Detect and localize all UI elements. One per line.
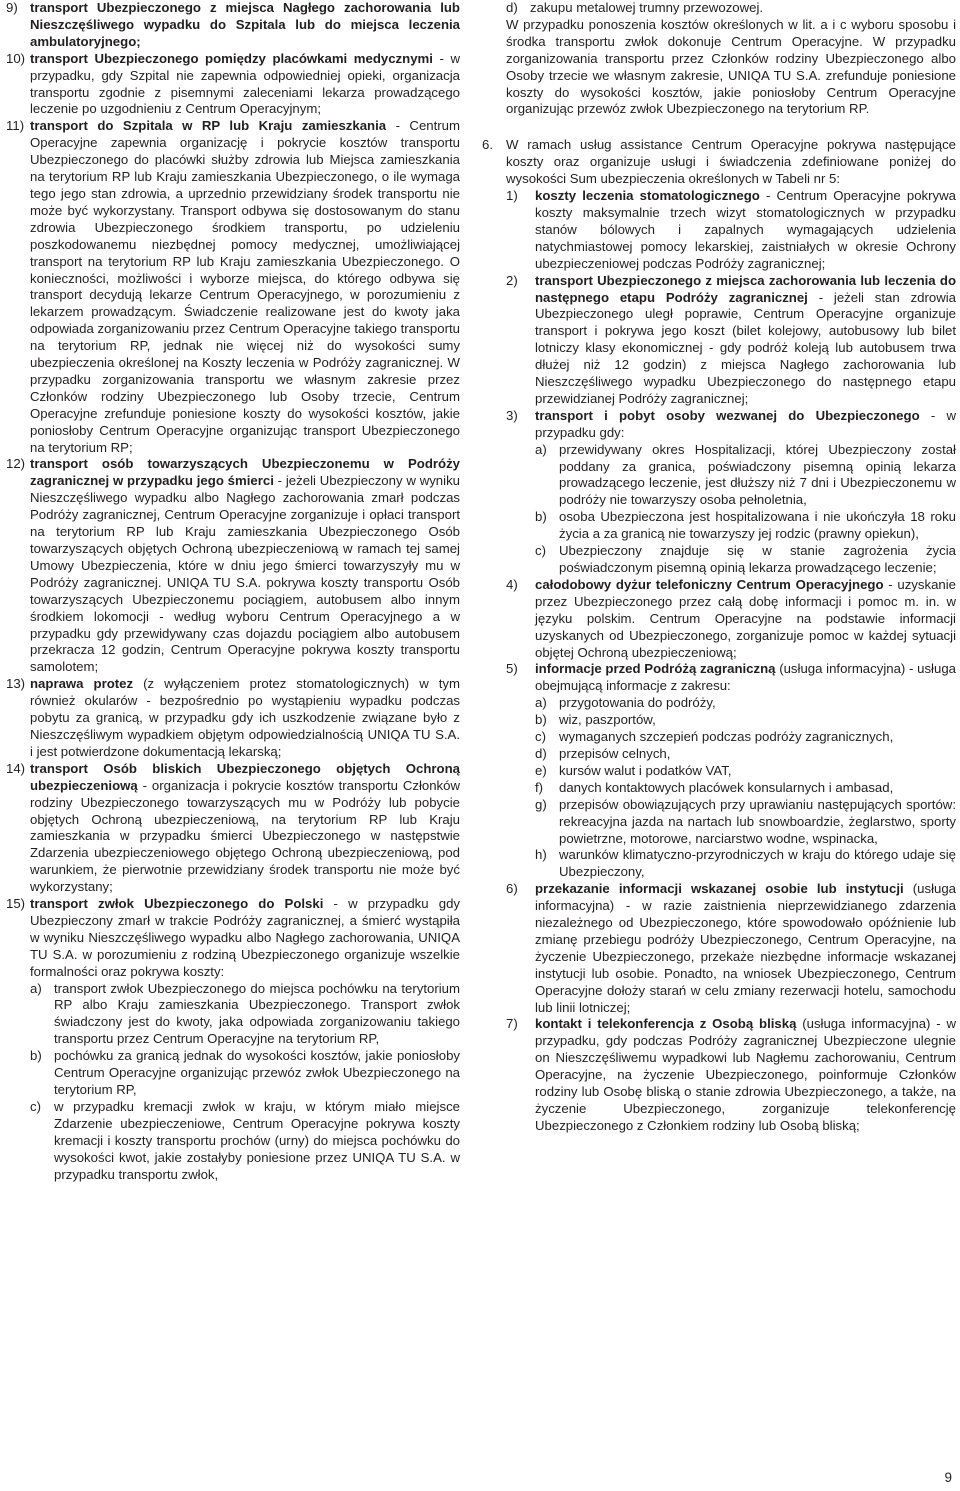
service-item-2 [506,273,956,408]
sub-item-a [535,442,956,510]
sub-item-d [535,746,956,763]
service-item-3 [506,408,956,577]
item-text: - jeżeli Ubezpieczony w wyniku Nieszczęśliwego wypadku albo Nagłego zachorowania zmarł podczas Podróży zagranicznej, Centrum Operacyjne zorganizuje i opłaci transport na terytorium RP lub Kraju zamieszkania Ubezpieczonego Osób towarzyszących objętych Ochroną ubezpieczeniową w ramach tej samej Umowy Ubezpieczenia, które w dniu jego śmierci towarzyszyły mu w Podróży zagranicznej. UNIQA TU S.A. pokrywa koszty transportu Osób towarzyszących Ubezpieczonemu pociągiem, autobusem albo innym środkiem lokomocji - według wyboru Centrum Operacyjnego a w przypadku gdy przewidywany czas dojazdu pociągiem albo autobusem przekracza 12 godzin, Centrum Operacyjne pokrywa koszty transportu samolotem; [30,473,460,675]
sub-item-letter: c) [535,729,546,745]
item-heading: naprawa protez [30,676,134,692]
sub-item-text: w przypadku kremacji zwłok w kraju, w którym miało miejsce Zdarzenie ubezpieczeniowe, Centrum Operacyjne pokrywa koszty kremacji i koszty transportu prochów (urny) do miejsca pochówku do wysokości kwot, jakie zostałyby poniesione przez UNIQA TU S.A. w przypadku transportu zwłok, [54,1098,460,1182]
item-heading: transport do Szpitala w RP lub Kraju zamieszkania [30,118,387,134]
item-heading: całodobowy dyżur telefoniczny Centrum Operacyjnego [535,576,884,592]
item-text: - jeżeli stan zdrowia Ubezpieczonego uległ poprawie, Centrum Operacyjne organizuje transport i pokrywa jego koszt (bilet kolejowy, autobusowy lub bilet lotniczy klasy ekonomicznej - gdy podróż koleją lub autobusem trwa dłużej niż 12 godzin) z miejsca Nagłego zachorowania lub Nieszczęśliwego wypadku Ubezpieczonego do następnego etapu przewidzianej Podróży zagranicznej; [535,289,957,406]
sub-item-letter: a) [535,695,547,711]
list-item-9 [6,0,460,51]
sub-item-text: transport zwłok Ubezpieczonego do miejsca pochówku na terytorium RP albo Kraju zamieszkania Ubezpieczonego. Transport zwłok świadczony jest do kwoty, jaka odpowiada zorganizowaniu takiego transportu przez Centrum Operacyjne na terytorium RP, [54,980,460,1047]
item-number: 14) [6,760,26,776]
sub-item-b [535,712,956,729]
item-number: 9) [6,0,18,15]
sub-item-letter: h) [535,847,547,863]
item-text: (usługa informacyjna) - w przypadku, gdy podczas Podróży zagranicznej Ubezpieczone ulegnie on Nieszczęśliwemu wypadkowi lub Nagłemu zachorowaniu, Centrum Operacyjne, na życzenie Ubezpieczonego, poinformuje Członków rodziny lub Osobę bliską o stanie zdrowia Ubezpieczonego, a także, na życzenie Ubezpieczonego, zorganizuje telekonferencję Ubezpieczonego z Członkiem rodziny lub Osobą bliską; [535,1016,956,1133]
sub-item-g [535,797,956,848]
continuation-paragraph: W przypadku ponoszenia kosztów określonych w lit. a i c wyboru sposobu i środka transportu zwłok dokonuje Centrum Operacyjne. W przypadku zorganizowania transportu przez Członków rodziny Ubezpieczonego albo Osoby trzecie we własnym zakresie, UNIQA TU S.A. zrefunduje poniesione koszty do wysokości kosztów, jakie poniosłoby Centrum Operacyjne organizując przewóz zwłok Ubezpieczonego na terytorium RP. [506,16,956,117]
item-number: 11) [6,118,25,134]
sub-item-d [506,0,956,17]
item-text: (usługa informacyjna) - w razie zaistnienia nieprzewidzianego zdarzenia niezależnego od Ubezpieczonego, które spowodowało opóźnienie lub zmianę przebiegu podróży Ubezpieczonego, Centrum Operacyjne, na życzenie Ubezpieczonego, przekaże niezbędne informacje wskazanej instytucji lub osobie. Ponadto, na wniosek Ubezpieczonego, Centrum Operacyjne dołoży starań w celu zmiany rezerwacji hotelu, samochodu lub linii lotniczej; [535,881,956,1015]
continuation-block [482,0,956,118]
list-item-11 [6,118,460,456]
sub-item-text: danych kontaktowych placówek konsularnych i ambasad, [559,779,894,795]
sub-item-text: osoba Ubezpieczona jest hospitalizowana i nie ukończyła 18 roku życia a za granicą nie towarzyszy jej rodzic (prawny opiekun), [559,509,956,542]
item-heading: przekazanie informacji wskazanej osobie lub instytucji [535,881,904,897]
item-number: 15) [6,896,26,912]
page-number: 9 [944,1470,952,1485]
sub-item-c [535,543,956,577]
item-text: - w przypadku gdy: [535,407,956,440]
item-text: - organizacja i pokrycie kosztów transportu Członków rodziny Ubezpieczonego towarzyszących mu w Podróży lub pobycie objętych Ochroną ubezpieczeniową, na terytorium RP lub Kraju zamieszkania w przypadku śmierci Ubezpieczonego w następstwie Zdarzenia ubezpieczeniowego objętego Ochroną ubezpieczeniową, pod warunkiem, że pierwotnie przewidziany środek transportu nie może być wykorzystany; [30,777,460,895]
item-text: (usługa informacyjna) - usługa obejmującą informacje z zakresu: [535,661,956,694]
item-number: 5) [506,661,518,677]
sub-item-letter: b) [535,712,547,728]
item-heading: transport i pobyt osoby wezwanej do Ubezpieczonego [535,407,920,423]
sub-item-letter: a) [30,980,42,996]
item-text: - Centrum Operacyjne pokrywa koszty maksymalnie trzech wizyt stomatologicznych w przypadku stanów bólowych i zapalnych wymagających udzielenia natychmiastowej pomocy lekarskiej, zaistniałych w okresie Ochrony ubezpieczeniowej podczas Podróży zagranicznej; [535,188,956,271]
item-heading: transport Osób bliskich Ubezpieczonego objętych Ochroną ubezpieczeniową [30,760,460,793]
sub-item-letter: f) [535,779,544,795]
item-text: - Centrum Operacyjne zapewnia organizację i pokrycie kosztów transportu Ubezpieczonego do placówki służby zdrowia lub Miejsca zamieszkania na terytorium RP lub Kraju zamieszkania Ubezpieczonego, o ile wymaga tego jego stan zdrowia, a uprzednio przewidziany środek transportu nie może być wykorzystany. Transport odbywa się dostosowanym do stanu zdrowia Ubezpieczonego środkiem transportu, po udzieleniu poszkodowanemu niezbędnej pomocy medycznej, umożliwiającej transport na terytorium RP lub Kraju zamieszkania Ubezpieczonego. O konieczności, możliwości i wyborze miejsca, do którego odbywa się transport decydują lekarze Centrum Operacyjnego, w porozumieniu z lekarzem prowadzącym. Świadczenie realizowane jest do kwoty jaka odpowiada zorganizowaniu przez Centrum Operacyjne takiego transportu na terytorium RP, jednak nie więcej niż do wysokości sumy ubezpieczenia określonej na Koszty leczenia w Podróży zagranicznej. W przypadku zorganizowania transportu we własnym zakresie przez Członków rodziny Ubezpieczonego lub Osoby trzecie, Centrum Operacyjne zrefunduje poniesione koszty do wysokości kosztów, jakie poniosłoby Centrum Operacyjne organizując transport Ubezpieczonego na terytorium RP; [30,118,460,455]
sub-item-letter: g) [535,796,547,812]
sub-item-text: pochówku za granicą jednak do wysokości kosztów, jakie poniosłoby Centrum Operacyjne organizując przewóz zwłok Ubezpieczonego na terytorium RP, [54,1048,460,1097]
list-item-14 [6,761,460,896]
service-item-1 [506,188,956,273]
item-heading: transport Ubezpieczonego z miejsca Nagłego zachorowania lub Nieszczęśliwego wypadku do Szpitala lub do miejsca leczenia ambulatoryjnego; [30,0,460,49]
item-number: 1) [506,188,518,204]
sub-item-letter: c) [30,1098,41,1114]
sub-item-text: przygotowania do podróży, [559,695,716,711]
sub-item-a [535,695,956,712]
sub-item-text: zakupu metalowej trumny przewozowej. [530,0,764,15]
sub-item-b [30,1048,460,1099]
sub-item-text: wymaganych szczepień podczas podróży zagranicznych, [559,729,894,745]
item-heading: kontakt i telekonferencja z Osobą bliską [535,1016,797,1032]
sub-item-letter: a) [535,441,547,457]
item-heading: transport Ubezpieczonego z miejsca zachorowania lub leczenia do następnego etapu Podróży zagranicznej [535,272,956,305]
service-item-6 [506,881,956,1016]
sub-item-h [535,847,956,881]
sub-item-f [535,780,956,797]
right-column [482,0,956,1135]
sub-item-letter: b) [30,1048,42,1064]
sub-item-a [30,981,460,1049]
section-6 [482,137,956,1134]
item-heading: koszty leczenia stomatologicznego [535,188,760,204]
list-item-10 [6,51,460,119]
list-item-15 [6,896,460,1183]
item-number: 12) [6,456,26,472]
item-number: 13) [6,676,26,692]
left-column [6,0,460,1183]
sub-item-text: przepisów celnych, [559,745,671,761]
item-heading: transport osób towarzyszących Ubezpieczonemu w Podróży zagranicznej w przypadku jego śmierci [30,456,460,489]
list-item-12 [6,456,460,676]
item-text: (z wyłączeniem protez stomatologicznych) w tym również okularów - bezpośrednio po wystąpieniu wypadku podczas pobytu za granicą, w przypadku gdy ich uszkodzenie związane było z Nieszczęśliwym wypadkiem objętym odpowiedzialnością UNIQA TU S.A. i jest potwierdzone dokumentacją lekarską; [30,676,460,759]
sub-item-text: warunków klimatyczno-przyrodniczych w kraju do którego udaje się Ubezpieczony, [559,847,956,880]
item-number: 4) [506,576,518,592]
sub-item-c [30,1099,460,1184]
item-number: 10) [6,50,26,66]
item-text: - w przypadku, gdy Szpital nie zapewnia odpowiedniej opieki, organizacja transportu zgodnie z pisemnymi zaleceniami lekarza prowadzącego leczenie po uzgodnieniu z Centrum Operacyjnym; [30,50,460,117]
service-item-4 [506,577,956,662]
item-heading: transport zwłok Ubezpieczonego do Polski [30,896,324,912]
list-item-13 [6,676,460,761]
sub-item-text: kursów walut i podatków VAT, [559,762,732,778]
service-item-7 [506,1016,956,1134]
sub-item-letter: d) [535,745,547,761]
item-number: 7) [506,1016,518,1032]
sub-item-letter: d) [506,0,518,15]
item-heading: transport Ubezpieczonego pomiędzy placówkami medycznymi [30,50,433,66]
item-number: 3) [506,407,518,423]
sub-item-text: przewidywany okres Hospitalizacji, której Ubezpieczony został poddany za granica, poświadczony pisemną opinią lekarza prowadzącego leczenie, jest dłuższy niż 7 dni i Ubezpieczonemu w podróży nie towarzyszy osoba pełnoletnia, [559,441,956,508]
sub-item-text: Ubezpieczony znajduje się w stanie zagrożenia życia poświadczonym pisemną opinią lekarza prowadzącego leczenie; [559,543,956,575]
item-number: 6) [506,881,518,897]
item-heading: informacje przed Podróżą zagraniczną [535,661,776,677]
sub-item-c [535,729,956,746]
sub-item-text: przepisów obowiązujących przy uprawianiu następujących sportów: rekreacyjna jazda na nartach lub snowboardzie, żeglarstwo, sporty powietrzne, motorowe, narciarstwo wodne, wspinacka, [559,796,956,846]
sub-item-e [535,763,956,780]
section-number: 6. [482,137,493,153]
sub-item-letter: e) [535,762,547,778]
item-text: - w przypadku gdy Ubezpieczony zmarł w trakcie Podróży zagranicznej, a śmierć wystąpiła w wyniku Nieszczęśliwego wypadku albo Nagłego zachorowania, UNIQA TU S.A. w porozumieniu z rodziną Ubezpieczonego organizuje wszelkie formalności oraz pokrywa koszty: [30,896,460,979]
sub-item-b [535,509,956,543]
section-intro: W ramach usług assistance Centrum Operacyjne pokrywa następujące koszty oraz organizuje usługi i świadczenia zdefiniowane poniżej do wysokości Sum ubezpieczenia określonych w Tabeli nr 5: [506,137,956,187]
sub-item-letter: b) [535,509,547,525]
sub-item-text: wiz, paszportów, [559,712,656,728]
service-item-5 [506,661,956,881]
item-text: - uzyskanie przez Ubezpieczonego przez całą dobę informacji i pomoc m. in. w języku polskim. Centrum Operacyjne na podstawie informacji uzyskanych od Ubezpieczonego, zorganizuje pomoc w każdej sytuacji objętej Ochroną ubezpieczeniową; [535,576,956,660]
item-number: 2) [506,272,518,288]
sub-item-letter: c) [535,543,546,559]
